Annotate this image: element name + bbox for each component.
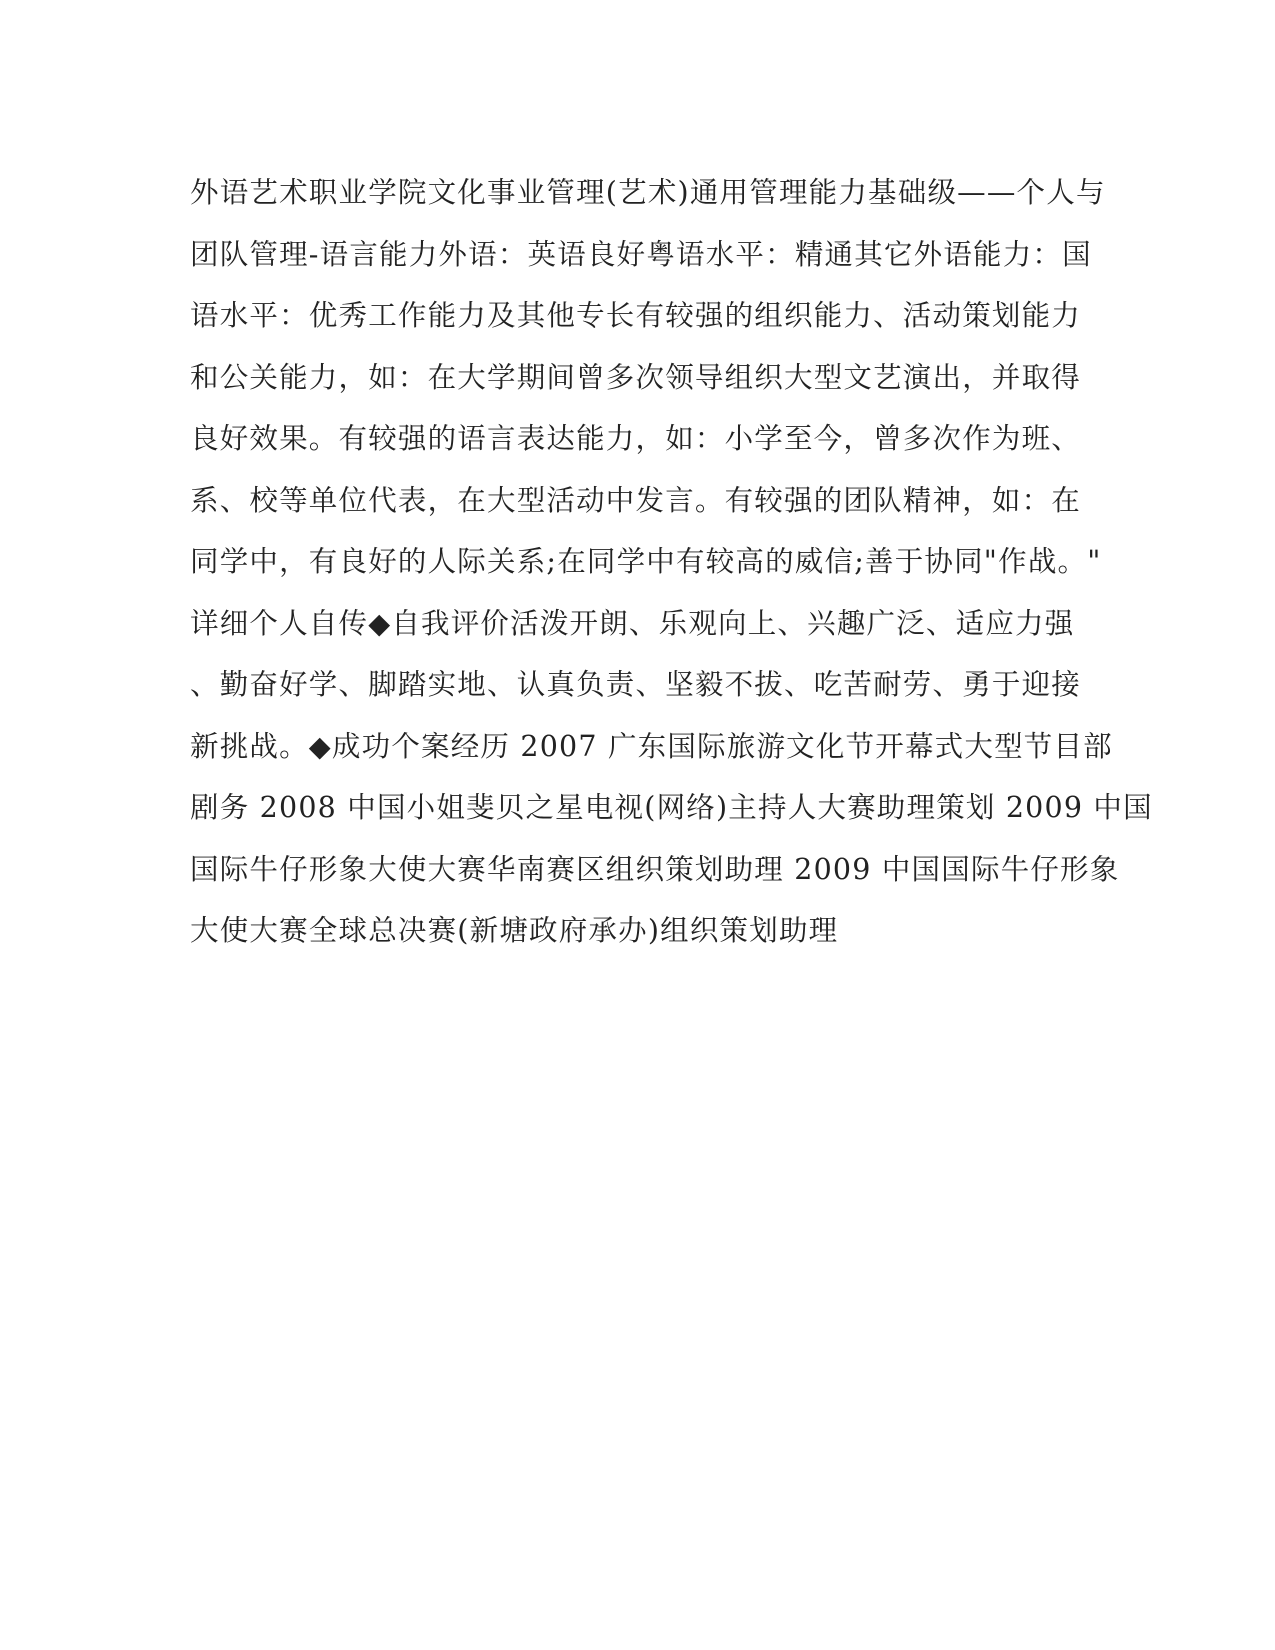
text-line: 新挑战。◆成功个案经历 2007 广东国际旅游文化节开幕式大型节目部 xyxy=(190,729,1113,763)
text-line: 良好效果。有较强的语言表达能力，如：小学至今，曾多次作为班、 xyxy=(190,422,1082,455)
text-line: 和公关能力，如：在大学期间曾多次领导组织大型文艺演出，并取得 xyxy=(190,360,1082,394)
text-line: 大使大赛全球总决赛(新塘政府承办)组织策划助理 xyxy=(190,914,839,947)
text-line: 语水平：优秀工作能力及其他专长有较强的组织能力、活动策划能力 xyxy=(190,299,1082,332)
body-paragraph xyxy=(190,162,1153,962)
text-line: 团队管理-语言能力外语：英语良好粤语水平：精通其它外语能力：国 xyxy=(190,237,1092,271)
text-line: 详细个人自传◆自我评价活泼开朗、乐观向上、兴趣广泛、适应力强 xyxy=(190,606,1075,640)
text-line: 、勤奋好学、脚踏实地、认真负责、坚毅不拔、吃苦耐劳、勇于迎接 xyxy=(190,668,1082,701)
text-line: 外语艺术职业学院文化事业管理(艺术)通用管理能力基础级——个人与 xyxy=(190,176,1106,209)
text-line: 同学中，有良好的人际关系;在同学中有较高的威信;善于协同"作战。" xyxy=(190,545,1102,578)
text-line: 国际牛仔形象大使大赛华南赛区组织策划助理 2009 中国国际牛仔形象 xyxy=(190,852,1120,886)
text-line: 剧务 2008 中国小姐斐贝之星电视(网络)主持人大赛助理策划 2009 中国 xyxy=(190,791,1153,824)
text-line: 系、校等单位代表，在大型活动中发言。有较强的团队精神，如：在 xyxy=(190,483,1082,517)
